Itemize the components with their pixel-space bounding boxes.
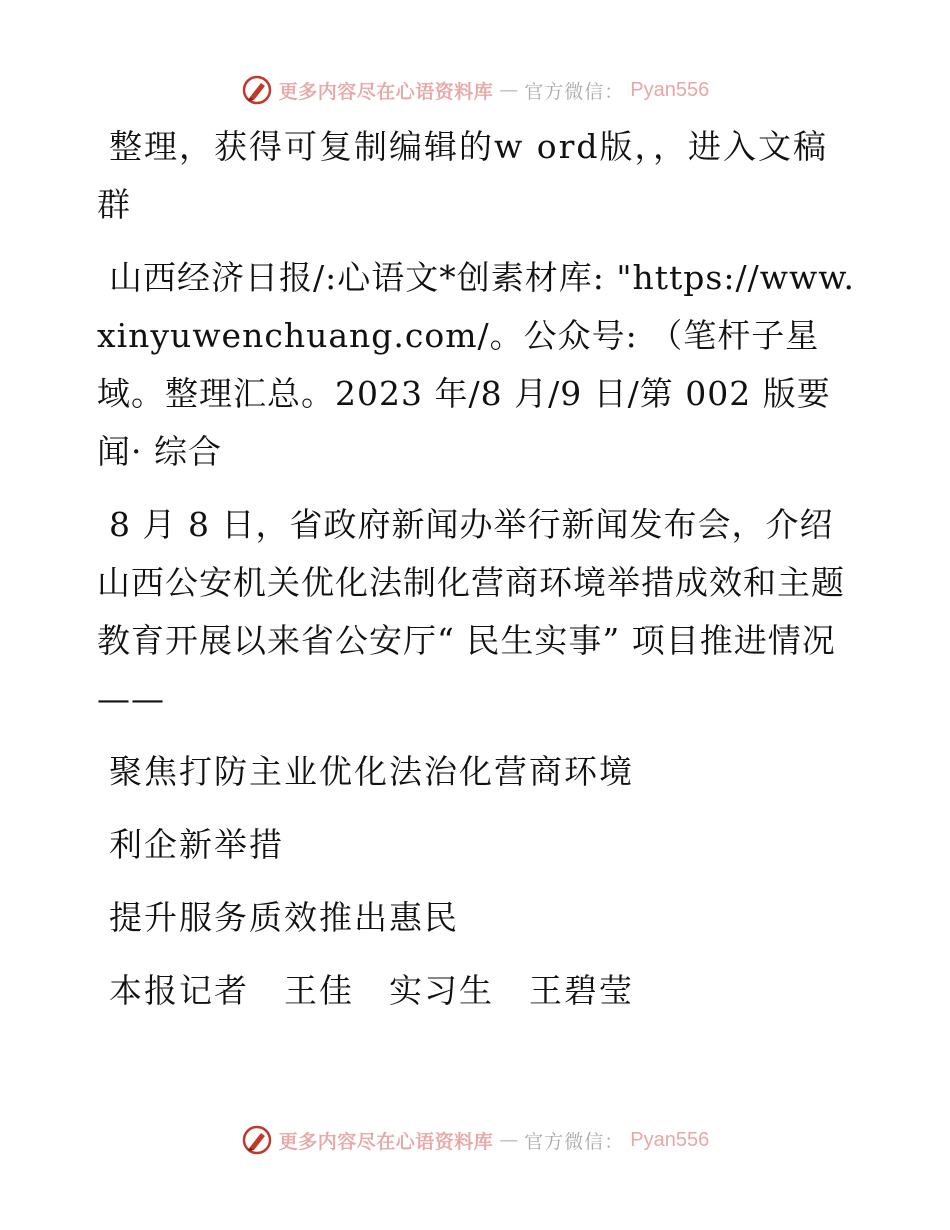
headline-service: 提升服务质效推出惠民	[109, 898, 459, 937]
headline-measures: 利企新举措	[109, 825, 284, 864]
watermark-subtext: 官方微信：	[524, 1130, 625, 1153]
watermark-dash: —	[499, 79, 519, 101]
footer-watermark	[0, 1120, 950, 1160]
paragraph-intro: 整理，获得可复制编辑的w ord版，，进入文稿群	[97, 127, 829, 224]
byline: 本报记者 王佳 实习生 王碧莹	[109, 971, 634, 1010]
header-watermark	[0, 70, 950, 110]
document-body	[97, 118, 857, 1020]
paragraph-lead: 8 月 8 日，省政府新闻办举行新闻发布会，介绍山西公安机关优化法制化营商环境举措成效和主题教育开展以来省公安厅“ 民生实事” 项目推进情况——	[97, 505, 845, 718]
watermark-text: 更多内容尽在心语资料库	[278, 80, 494, 103]
pen-logo-icon	[241, 1124, 273, 1156]
watermark-id: Pyan556	[630, 1128, 710, 1151]
watermark-dash: —	[499, 1129, 519, 1151]
headline-focus: 聚焦打防主业优化法治化营商环境	[109, 752, 634, 791]
watermark-id: Pyan556	[630, 78, 710, 101]
paragraph-source: 山西经济日报/:心语文*创素材库: "https://www.xinyuwenchuang.com/。公众号: （笔杆子星域。整理汇总。2023 年/8 月/9 日/第 002 版要闻· 综合	[97, 258, 856, 471]
pen-logo-icon	[241, 74, 273, 106]
watermark-subtext: 官方微信：	[524, 80, 625, 103]
watermark-text: 更多内容尽在心语资料库	[278, 1130, 494, 1153]
